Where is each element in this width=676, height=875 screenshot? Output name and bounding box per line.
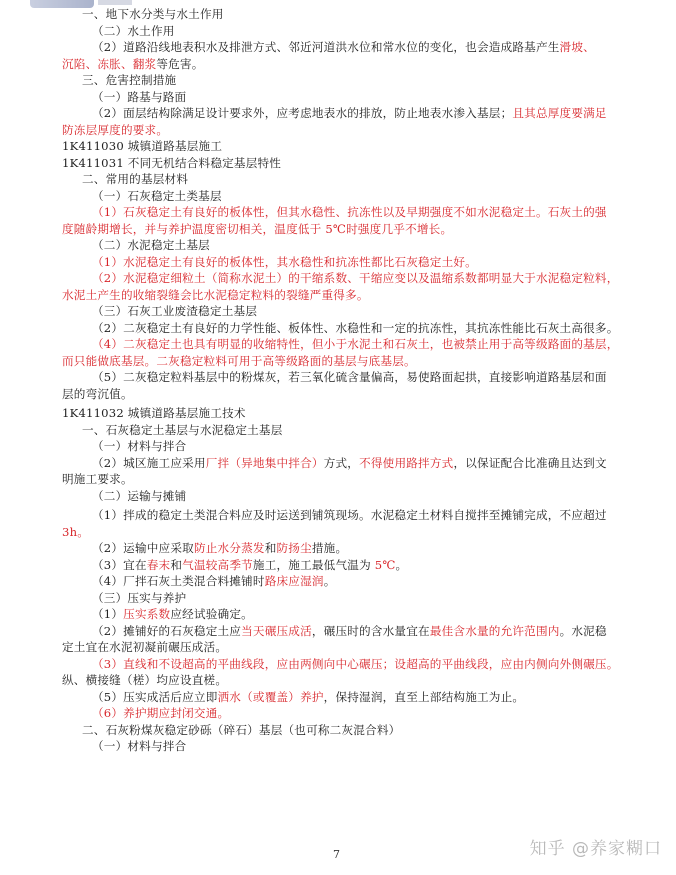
body-text: 。水泥稳 <box>559 623 607 638</box>
text-line <box>62 705 622 722</box>
text-line <box>62 89 622 106</box>
body-text: （3）宜在 <box>92 557 147 572</box>
text-line <box>62 336 622 353</box>
text-line <box>62 39 622 56</box>
text-line <box>62 738 622 755</box>
body-text: （4）厂拌石灰土类混合料摊铺时 <box>92 574 265 588</box>
text-line <box>62 606 622 623</box>
text-line <box>62 155 622 172</box>
text-line <box>62 369 622 386</box>
body-text: 应经试验确定。 <box>170 607 253 621</box>
body-text: 方式， <box>323 455 360 470</box>
highlighted-text: 水泥土产生的收缩裂缝会比水泥稳定粒料的裂缝严重得多。 <box>62 287 369 302</box>
highlighted-text: 当天碾压成活 <box>241 623 312 638</box>
highlighted-text: 沉陷、冻胀、翻浆 <box>62 56 157 71</box>
body-text: 三、危害控制措施 <box>82 73 177 87</box>
text-line <box>62 438 622 455</box>
body-text: （2）道路沿线地表积水及排泄方式、邻近河道洪水位和常水位的变化，也会造成路基产生 <box>92 40 560 54</box>
body-text: （一）石灰稳定土类基层 <box>92 188 222 203</box>
text-line <box>62 455 622 472</box>
highlighted-text: 3h。 <box>62 524 90 539</box>
text-line <box>62 656 622 673</box>
highlighted-text: 而只能做底基层。二灰稳定粒料可用于高等级路面的基层与底基层。 <box>62 353 416 368</box>
highlighted-text: 洒水（或覆盖）养护 <box>217 689 324 704</box>
text-line <box>62 303 622 320</box>
text-line <box>62 422 622 439</box>
highlighted-text: 5℃ <box>374 557 396 572</box>
highlighted-text: 滑坡、 <box>559 40 595 54</box>
body-text: 一、石灰稳定土基层与水泥稳定土基层 <box>82 422 283 437</box>
text-line <box>62 557 622 574</box>
text-line <box>62 623 622 640</box>
highlighted-text: （3）直线和不设超高的平曲线段，应由两侧向中心碾压；设超高的平曲线段，应由内侧向外侧碾压。 <box>92 656 619 671</box>
highlighted-text: （1）石灰稳定土有良好的板体性，但其水稳性、抗冻性以及早期强度不如水泥稳定土。石灰土的强 <box>92 205 607 219</box>
text-line <box>62 56 622 73</box>
body-text: （三）压实与养护 <box>92 590 187 605</box>
body-text: （二）运输与摊铺 <box>92 488 187 503</box>
body-text: ，碾压时的含水量宜在 <box>311 623 430 638</box>
highlighted-text: 压实系数 <box>123 607 171 621</box>
text-line <box>62 573 622 590</box>
watermark: 知乎 @养家糊口 <box>529 839 662 859</box>
highlighted-text: 最佳含水量的允许范围内 <box>429 623 560 638</box>
body-text: 和 <box>170 557 183 572</box>
text-line <box>62 6 622 23</box>
highlighted-text: 不得使用路拌方式 <box>359 455 454 470</box>
highlighted-text: （4）二灰稳定土也具有明显的收缩特性，但小于水泥土和石灰土，也被禁止用于高等级路面的基层， <box>92 337 619 351</box>
document-page <box>62 6 622 755</box>
text-line <box>62 590 622 607</box>
publisher-logo-text <box>98 0 132 5</box>
text-line <box>62 122 622 139</box>
body-text: 定土宜在水泥初凝前碾压成活。 <box>62 640 228 654</box>
body-text: （1）拌成的稳定土类混合料应及时运送到铺筑现场。水泥稳定土材料自搅拌至摊铺完成，不应超过 <box>92 508 607 522</box>
body-text: 和 <box>264 541 277 555</box>
body-text: 层的弯沉值。 <box>62 386 133 401</box>
body-text: （2）城区施工应采用 <box>92 455 206 470</box>
body-text: 措施。 <box>311 541 348 555</box>
body-text: 。 <box>323 574 336 588</box>
text-line <box>62 237 622 254</box>
highlighted-text: 防冻层厚度的要求。 <box>62 122 169 137</box>
text-line <box>62 188 622 205</box>
body-text: （5）二灰稳定粒料基层中的粉煤灰，若三氧化硫含量偏高，易使路面起拱，直接影响道路基层和面 <box>92 370 607 384</box>
text-line <box>62 171 622 188</box>
text-line <box>62 722 622 739</box>
highlighted-text: （2）水泥稳定细粒土（简称水泥土）的干缩系数、干缩应变以及温缩系数都明显大于水泥稳定粒料， <box>92 271 619 285</box>
body-text: （2）面层结构除满足设计要求外，应考虑地表水的排放，防止地表水渗入基层； <box>92 106 513 120</box>
text-line <box>62 221 622 238</box>
body-text: （1） <box>92 607 124 621</box>
page-number: 7 <box>333 848 340 861</box>
text-line <box>62 524 622 541</box>
text-line <box>62 353 622 370</box>
text-line <box>62 105 622 122</box>
highlighted-text: 春末 <box>146 557 171 572</box>
text-line <box>62 320 622 337</box>
text-line <box>62 287 622 304</box>
body-text: （二）水泥稳定土基层 <box>92 238 210 252</box>
body-text: ，保持湿润，直至上部结构施工为止。 <box>323 689 525 704</box>
body-text: （一）材料与拌合 <box>92 439 187 453</box>
text-line <box>62 254 622 271</box>
highlighted-text: （1）水泥稳定土有良好的板体性，其水稳性和抗冻性都比石灰稳定土好。 <box>92 254 477 269</box>
body-text: 1K411030 城镇道路基层施工 <box>62 139 223 153</box>
text-line <box>62 386 622 403</box>
highlighted-text: 厂拌（异地集中拌合） <box>205 455 324 470</box>
highlighted-text: 路床应湿润 <box>264 574 324 588</box>
text-line <box>62 405 622 422</box>
text-line <box>62 471 622 488</box>
body-text: 二、石灰粉煤灰稳定砂砾（碎石）基层（也可称二灰混合料） <box>82 722 401 737</box>
body-text: ，以保证配合比准确且达到文 <box>453 455 607 470</box>
body-text: （2）运输中应采取 <box>92 541 194 555</box>
highlighted-text: 气温较高季节 <box>182 557 253 572</box>
highlighted-text: 防止水分蒸发 <box>193 541 265 555</box>
highlighted-text: 度随龄期增长，并与养护温度密切相关，温度低于 5℃时强度几乎不增长。 <box>62 221 453 236</box>
body-text: 明施工要求。 <box>62 472 133 486</box>
text-line <box>62 488 622 505</box>
text-line <box>62 672 622 689</box>
text-line <box>62 540 622 557</box>
text-line <box>62 23 622 40</box>
text-line <box>62 507 622 524</box>
text-line <box>62 639 622 656</box>
body-text: 二、常用的基层材料 <box>82 172 189 186</box>
body-text: （一）材料与拌合 <box>92 739 187 753</box>
body-text: 施工，施工最低气温为 <box>252 557 375 572</box>
text-line <box>62 270 622 287</box>
body-text: 纵、横接缝（槎）均应设直槎。 <box>62 673 228 687</box>
body-text: 一、地下水分类与水土作用 <box>82 7 224 21</box>
body-text: 。 <box>395 557 408 572</box>
body-text: （一）路基与路面 <box>92 89 187 104</box>
body-text: （2）二灰稳定土有良好的力学性能、板体性、水稳性和一定的抗冻性，其抗冻性能比石灰土高很多。 <box>92 320 619 335</box>
body-text: 等危害。 <box>156 56 204 71</box>
highlighted-text: 防扬尘 <box>276 541 312 555</box>
body-text: 1K411031 不同无机结合料稳定基层特性 <box>62 155 282 170</box>
body-text: （5）压实成活后应立即 <box>92 689 218 704</box>
text-line <box>62 72 622 89</box>
body-text: （二）水土作用 <box>92 23 175 38</box>
body-text: 1K411032 城镇道路基层施工技术 <box>62 406 246 420</box>
highlighted-text: 且其总厚度要满足 <box>512 106 607 120</box>
body-text: （2）摊铺好的石灰稳定土应 <box>92 623 242 638</box>
highlighted-text: （6）养护期应封闭交通。 <box>92 706 230 720</box>
text-line <box>62 689 622 706</box>
text-line <box>62 204 622 221</box>
body-text: （三）石灰工业废渣稳定土基层 <box>92 304 258 318</box>
text-line <box>62 138 622 155</box>
